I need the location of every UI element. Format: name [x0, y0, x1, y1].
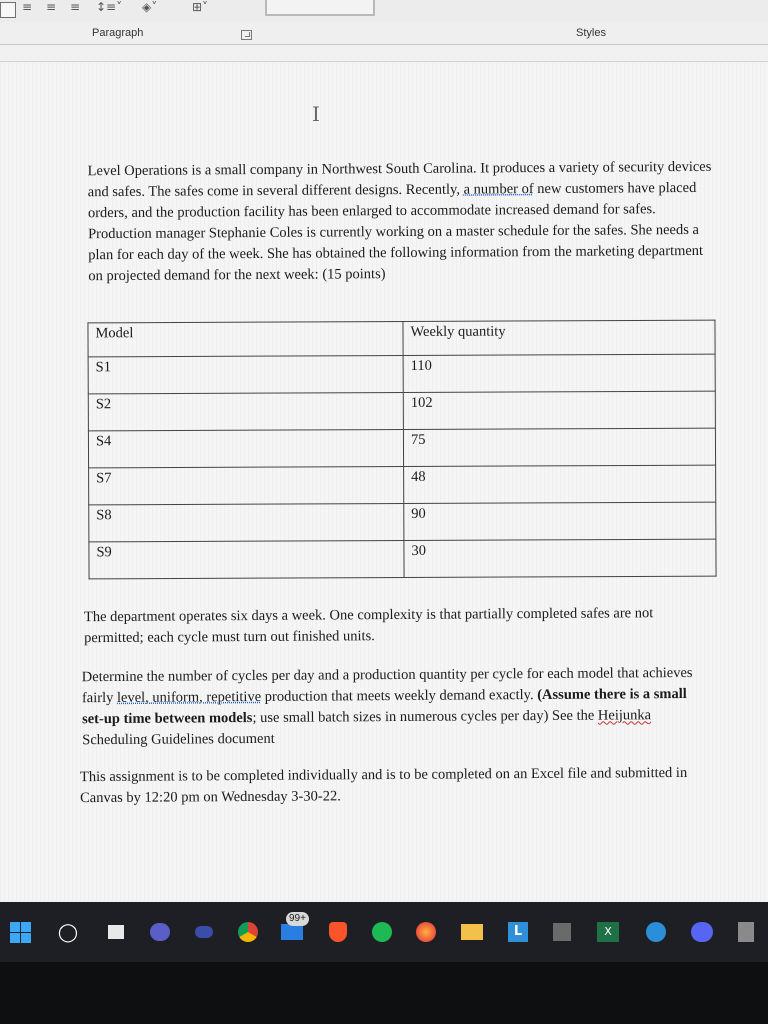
cell-model: S7	[89, 466, 404, 504]
styles-group-label: Styles	[576, 27, 606, 39]
file-explorer-icon[interactable]	[460, 920, 484, 944]
lync-icon[interactable]: L	[506, 920, 530, 944]
line-spacing-button[interactable]	[0, 2, 16, 18]
demand-table	[87, 320, 716, 580]
app-icon[interactable]	[192, 920, 216, 944]
brave-icon[interactable]	[326, 920, 350, 944]
table-row	[89, 465, 716, 505]
table-row	[89, 502, 716, 542]
intro-text-2: a number of	[463, 181, 534, 198]
table-row	[89, 539, 716, 579]
task-text-1: Determine the number of cycles per day and a production quantity per cycle for each model that achieves fairly	[81, 664, 693, 707]
align-left-icon[interactable]: ≡	[22, 0, 33, 14]
cell-quantity: 102	[403, 391, 715, 429]
task-paragraph	[82, 663, 713, 751]
ribbon-group-labels	[0, 22, 768, 45]
task-view-icon[interactable]	[104, 920, 128, 944]
borders-icon[interactable]: ⊞˅	[192, 0, 209, 14]
ruler	[0, 45, 768, 62]
table-row	[88, 354, 715, 394]
cell-model: S8	[89, 503, 404, 541]
header-weekly-quantity: Weekly quantity	[403, 320, 715, 355]
excel-icon[interactable]: X	[596, 920, 620, 944]
intro-paragraph	[88, 157, 717, 287]
chrome-icon[interactable]	[236, 920, 260, 944]
spotify-icon[interactable]	[370, 920, 394, 944]
mail-badge: 99+	[286, 912, 309, 926]
task-text-bold: (Assume there is a small set-up time between models	[82, 685, 687, 728]
task-text-6: Scheduling Guidelines document	[82, 730, 275, 749]
header-model: Model	[88, 321, 403, 356]
shading-icon[interactable]: ◈˅	[142, 0, 158, 14]
start-icon[interactable]	[8, 920, 32, 944]
cell-model: S1	[88, 355, 403, 393]
cell-model: S9	[89, 540, 404, 578]
calculator-icon[interactable]	[734, 920, 758, 944]
firefox-icon[interactable]	[414, 920, 438, 944]
task-text-4: ; use small batch sizes in numerous cycles per day) See the	[252, 707, 598, 727]
cell-quantity: 48	[404, 465, 716, 503]
document-page[interactable]	[0, 62, 768, 902]
table-row	[88, 428, 715, 468]
align-right-icon[interactable]: ≡	[70, 0, 81, 14]
submission-paragraph: This assignment is to be completed individually and is to be completed on an Excel file and submitted in Canvas by 12:20 pm on Wednesday 3-30-22.	[79, 764, 688, 807]
task-text-5: Heijunka	[597, 707, 652, 724]
cell-model: S2	[88, 392, 403, 430]
store-icon[interactable]	[550, 920, 574, 944]
discord-icon[interactable]	[690, 920, 714, 944]
paragraph-settings-launcher-icon[interactable]	[241, 30, 252, 40]
intro-text-3: new customers have placed orders, and the production facility has been enlarged to accommodate increased demand for safes. Production manager Stephanie Coles is currently working on a master schedule for the safes. She needs a plan for each day of the week. She has obtained the following information from the marketing department on projected demand for the next week: (15 points)	[87, 179, 704, 285]
styles-gallery[interactable]	[265, 0, 375, 16]
edge-icon[interactable]	[644, 920, 668, 944]
align-center-icon[interactable]: ≡	[46, 0, 57, 14]
intro-text-1: Level Operations is a small company in Northwest South Carolina. It produces a variety of security devices and safes. The safes come in several different designs. Recently,	[87, 158, 712, 201]
ribbon-toolbar	[0, 0, 768, 22]
table-row	[88, 391, 715, 431]
text-cursor-icon: I	[312, 102, 320, 126]
operations-paragraph: The department operates six days a week. One complexity is that partially completed safes are not permitted; each cycle must turn out finished units.	[83, 605, 654, 647]
cell-quantity: 30	[404, 539, 716, 577]
screen-bezel	[0, 962, 768, 1024]
cell-quantity: 90	[404, 502, 716, 540]
teams-icon[interactable]	[148, 920, 172, 944]
task-text-3: production that meets weekly demand exactly.	[261, 687, 538, 705]
table-header-row	[88, 320, 715, 357]
cell-quantity: 75	[403, 428, 715, 466]
taskbar	[0, 902, 768, 962]
cell-quantity: 110	[403, 354, 715, 392]
task-text-2: level, uniform, repetitive	[116, 688, 262, 706]
cell-model: S4	[88, 429, 403, 467]
line-spacing-icon[interactable]: ↕≡˅	[96, 0, 123, 14]
paragraph-group-label: Paragraph	[92, 27, 144, 39]
search-icon[interactable]: ◯	[57, 921, 79, 943]
